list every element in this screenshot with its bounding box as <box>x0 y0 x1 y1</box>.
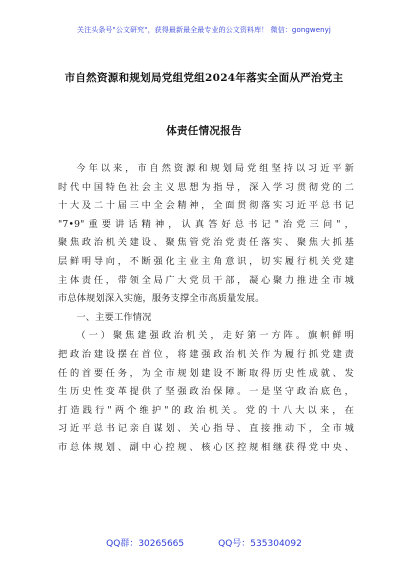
paragraph-2-line: 任的首要任务，为全市规划建设不断取得历史性成就、发 <box>58 367 354 379</box>
section-heading: 一、主要工作情况 <box>76 311 152 323</box>
paragraph-1-line: 今年以来，市自然资源和规划局党组坚持以习近平新 <box>76 163 354 174</box>
document-title-line-2: 体责任情况报告 <box>166 125 242 137</box>
paragraph-1-line: 层鲜明导向，不断强化主业主角意识，切实履行机关党建 <box>58 255 354 267</box>
paragraph-2-line: 把政治建设摆在首位，将建强政治机关作为履行抓党建责 <box>58 348 354 360</box>
paragraph-2-line: 打造践行"两个维护"的政治机关。党的十八大以来，在 <box>58 404 354 416</box>
paragraph-1-line: "7•9"重要讲话精神，认真答好总书记"治党三问"， <box>58 218 354 230</box>
paragraph-2-line: 习近平总书记亲自谋划、关心指导、直接推动下，全市城 <box>58 423 354 435</box>
paragraph-1-line: 时代中国特色社会主义思想为指导，深入学习贯彻党的二 <box>58 181 354 193</box>
document-body <box>58 160 354 458</box>
document-title-line-1: 市自然资源和规划局党组党组2024年落实全面从严治党主 <box>64 72 344 84</box>
qq-number-text: QQ号：535304092 <box>218 539 302 549</box>
promo-banner: 关注头条号"公文研究"，获得最新最全最专业的公文资料库！ 微信：gongwenyj <box>77 26 331 34</box>
paragraph-2-line: （一）聚焦建强政治机关，走好第一方阵。旗帜鲜明 <box>76 330 354 342</box>
qq-group-text: QQ群：30265665 <box>106 539 185 549</box>
paragraph-2-line: 生历史性变革提供了坚强政治保障。一是坚守政治底色， <box>58 386 354 398</box>
paragraph-1-line: 聚焦政治机关建设、聚焦管党治党责任落实、聚焦大抓基 <box>58 237 354 249</box>
paragraph-2-line: 市总体规划、副中心控规、核心区控规相继获得党中央、 <box>58 441 354 453</box>
paragraph-1-line: 十大及二十届三中全会精神，全面贯彻落实习近平总书记 <box>58 200 354 212</box>
footer-contact <box>0 536 408 549</box>
paragraph-1-line: 主体责任，带领全局广大党员干部，凝心聚力推进全市城 <box>58 274 354 286</box>
paragraph-1-line: 市总体规划深入实施，服务支撑全市高质量发展。 <box>58 293 265 305</box>
